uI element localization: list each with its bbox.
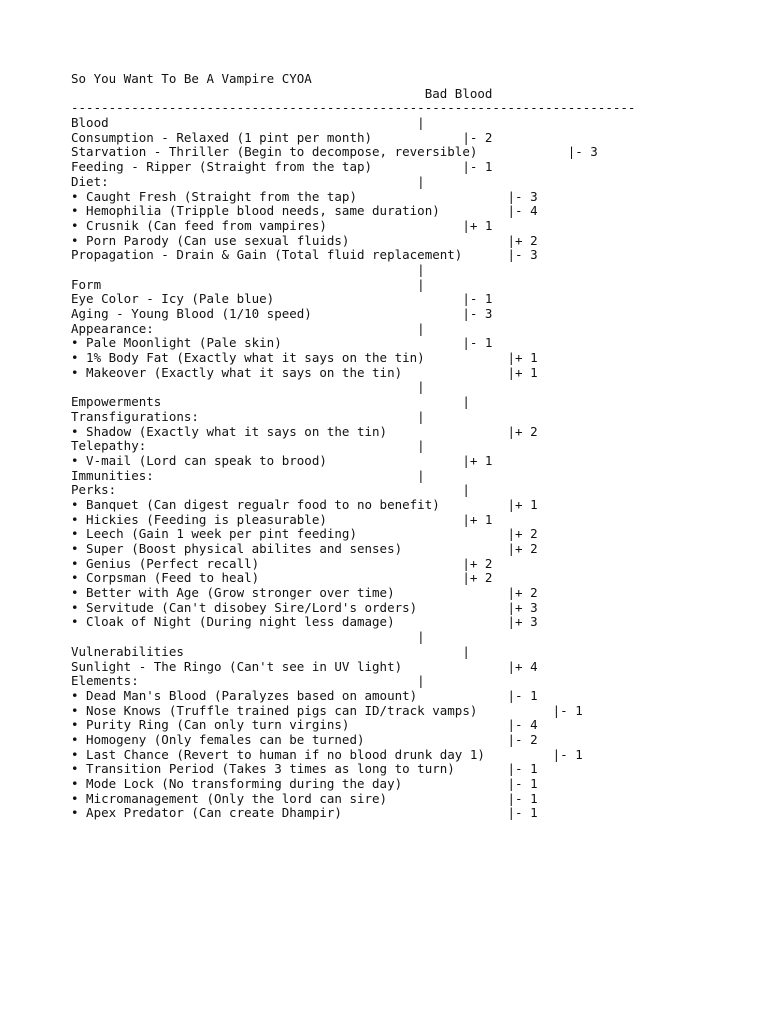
document-line: Appearance: |	[71, 320, 425, 336]
document-line: • Transition Period (Takes 3 times as long to turn) |- 1	[71, 761, 538, 777]
document-line: Elements: |	[71, 673, 425, 689]
document-line: • Servitude (Can't disobey Sire/Lord's orders) |+ 3	[71, 599, 538, 615]
document-line: • Porn Parody (Can use sexual fluids) |+ 2	[71, 232, 538, 248]
document-line: • Homogeny (Only females can be turned) |- 2	[71, 731, 538, 747]
document-line: • Better with Age (Grow stronger over time) |+ 2	[71, 585, 538, 601]
document-line: Eye Color - Icy (Pale blue) |- 1	[71, 291, 493, 307]
document-line: • Shadow (Exactly what it says on the tin) |+ 2	[71, 423, 538, 439]
document-line: Consumption - Relaxed (1 pint per month) |- 2	[71, 129, 493, 145]
document-line: Feeding - Ripper (Straight from the tap) |- 1	[71, 159, 493, 175]
document-line: |	[71, 629, 425, 645]
document-line: |	[71, 379, 425, 395]
document-line: Vulnerabilities |	[71, 643, 470, 659]
document-text	[71, 72, 635, 821]
document-line: Bad Blood	[71, 85, 493, 101]
document-line: • Nose Knows (Truffle trained pigs can ID/track vamps) |- 1	[71, 702, 583, 718]
document-line: • Corpsman (Feed to heal) |+ 2	[71, 570, 493, 586]
document-line: • Leech (Gain 1 week per pint feeding) |+ 2	[71, 526, 538, 542]
document-line: Blood |	[71, 115, 425, 131]
document-line: • Crusnik (Can feed from vampires) |+ 1	[71, 217, 493, 233]
document-line: Diet: |	[71, 173, 425, 189]
document-line: |	[71, 261, 425, 277]
document-line: • Hemophilia (Tripple blood needs, same duration) |- 4	[71, 203, 538, 219]
document-line: Form |	[71, 276, 425, 292]
document-line: • Hickies (Feeding is pleasurable) |+ 1	[71, 511, 493, 527]
document-line: Immunities: |	[71, 467, 425, 483]
document-line: • Apex Predator (Can create Dhampir) |- 1	[71, 805, 538, 821]
document-line: • Dead Man's Blood (Paralyzes based on amount) |- 1	[71, 687, 538, 703]
document-line: • V-mail (Lord can speak to brood) |+ 1	[71, 452, 493, 468]
document-line: • Last Chance (Revert to human if no blood drunk day 1) |- 1	[71, 746, 583, 762]
document-line: Sunlight - The Ringo (Can't see in UV light) |+ 4	[71, 658, 538, 674]
document-line: Telepathy: |	[71, 438, 425, 454]
document-line: • Micromanagement (Only the lord can sire) |- 1	[71, 790, 538, 806]
document-line: • Super (Boost physical abilites and senses) |+ 2	[71, 541, 538, 556]
document-line: • Purity Ring (Can only turn virgins) |- 4	[71, 717, 538, 733]
document-line: • Genius (Perfect recall) |+ 2	[71, 555, 493, 571]
document-line: Starvation - Thriller (Begin to decompose, reversible) |- 3	[71, 144, 598, 160]
document-line: • Cloak of Night (During night less damage) |+ 3	[71, 614, 538, 630]
document-line: • Makeover (Exactly what it says on the tin) |+ 1	[71, 364, 538, 380]
document-line: Transfigurations: |	[71, 408, 425, 424]
document-line: Empowerments |	[71, 394, 470, 410]
document-line: So You Want To Be A Vampire CYOA	[71, 71, 312, 86]
document-line: Aging - Young Blood (1/10 speed) |- 3	[71, 306, 493, 321]
document-line: • Pale Moonlight (Pale skin) |- 1	[71, 335, 493, 351]
document-line: • Mode Lock (No transforming during the day) |- 1	[71, 776, 538, 791]
document-line: Propagation - Drain & Gain (Total fluid replacement) |- 3	[71, 247, 538, 263]
document-line: • Caught Fresh (Straight from the tap) |- 3	[71, 188, 538, 204]
document-line: • Banquet (Can digest regualr food to no benefit) |+ 1	[71, 496, 538, 512]
document-line: ---------------------------------------------------------------------------	[71, 100, 636, 116]
document-line: Perks: |	[71, 482, 470, 498]
document-line: • 1% Body Fat (Exactly what it says on the tin) |+ 1	[71, 350, 538, 366]
